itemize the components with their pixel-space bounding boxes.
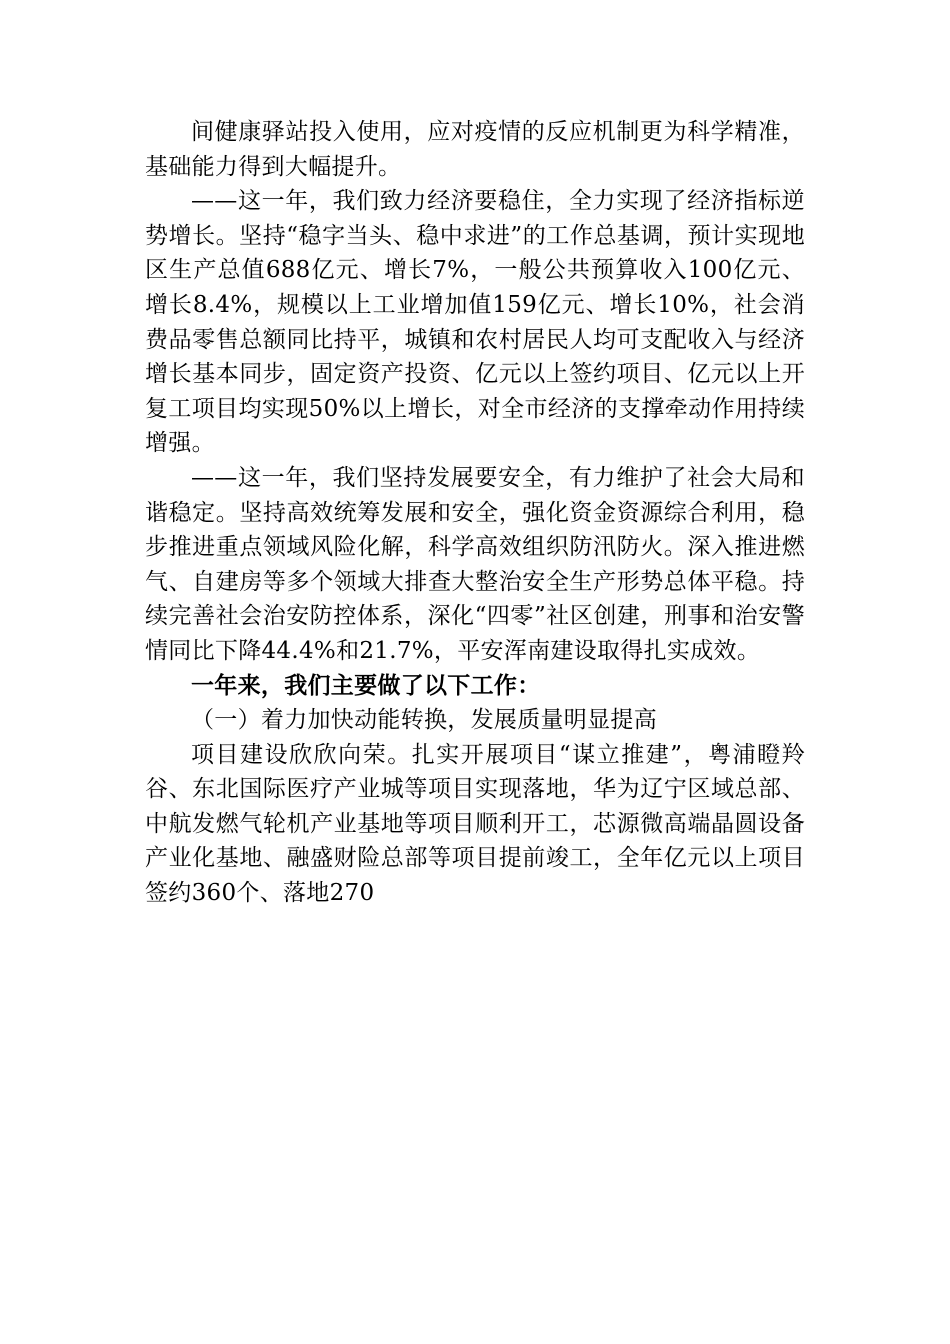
paragraph-security: ——这一年，我们坚持发展要安全，有力维护了社会大局和谐稳定。坚持高效统筹发展和安全，强化资金资源综合利用，稳步推进重点领域风险化解，科学高效组织防汛防火。深入推进燃气、自建房等多个领域大排查大整治安全生产形势总体平稳。持续完善社会治安防控体系，深化“四零”社区创建，刑事和治安警情同比下降44.4%和21.7%，平安浑南建设取得扎实成效。 [145, 464, 805, 664]
section-heading: 一年来，我们主要做了以下工作： [191, 672, 541, 699]
paragraph-projects: 项目建设欣欣向荣。扎实开展项目“谋立推建”，粤浦瞪羚谷、东北国际医疗产业城等项目实现落地，华为辽宁区域总部、中航发燃气轮机产业基地等项目顺利开工，芯源微高端晶圆设备产业化基地、融盛财险总部等项目提前竣工，全年亿元以上项目签约360个、落地270 [145, 741, 805, 907]
document-page [145, 115, 805, 911]
paragraph-economy: ——这一年，我们致力经济要稳住，全力实现了经济指标逆势增长。坚持“稳字当头、稳中求进”的工作总基调，预计实现地区生产总值688亿元、增长7%，一般公共预算收入100亿元、增长8.4%，规模以上工业增加值159亿元、增长10%，社会消费品零售总额同比持平，城镇和农村居民人均可支配收入与经济增长基本同步，固定资产投资、亿元以上签约项目、亿元以上开复工项目均实现50%以上增长，对全市经济的支撑牵动作用持续增强。 [145, 188, 805, 457]
subsection-heading: （一）着力加快动能转换，发展质量明显提高 [191, 707, 657, 734]
paragraph-continuation: 间健康驿站投入使用，应对疫情的反应机制更为科学精准，基础能力得到大幅提升。 [145, 119, 805, 180]
